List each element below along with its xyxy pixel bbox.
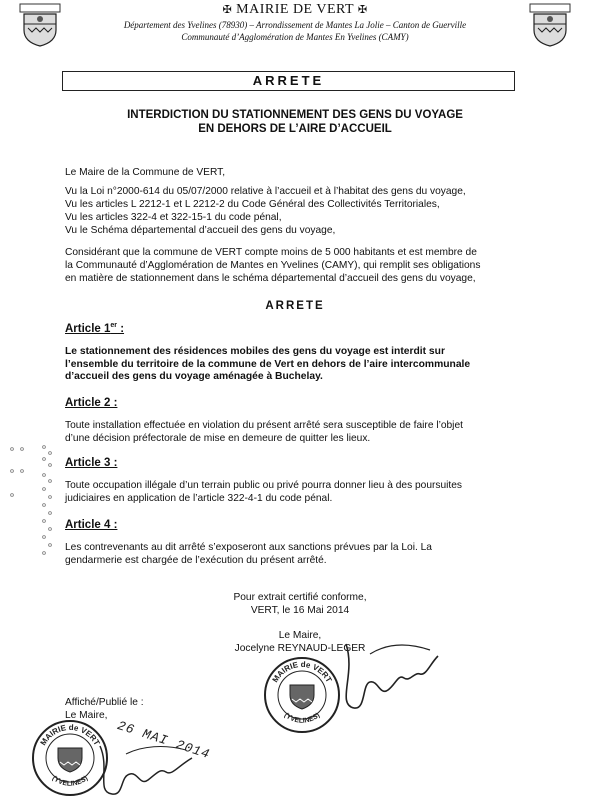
vu-line: Vu le Schéma départemental d’accueil des gens du voyage, bbox=[65, 225, 336, 236]
mayor-name: Jocelyne REYNAUD-LEGER bbox=[234, 643, 366, 654]
header-line-1: Département des Yvelines (78930) – Arrondissement de Mantes La Jolie – Canton de Guerville bbox=[123, 20, 467, 30]
article-2-body bbox=[65, 420, 525, 445]
date-place: VERT, le 16 Mai 2014 bbox=[250, 605, 350, 616]
handwritten-signature-left bbox=[90, 738, 200, 798]
header-line-2: Communauté d’Agglomération de Mantes En Yvelines (CAMY) bbox=[181, 32, 409, 42]
binder-holes-decoration bbox=[8, 445, 54, 565]
stamp-bottom-text: (YVELINES) bbox=[282, 711, 322, 725]
article-line: Les contrevenants au dit arrêté s’exposeront aux sanctions prévues par la Loi. La bbox=[65, 542, 432, 553]
article-line: Toute occupation illégale d’un terrain public ou privé pourra donner lieu à des poursuites bbox=[65, 480, 462, 491]
svg-text:(YVELINES) bbox=[283, 712, 322, 725]
vu-line: Vu la Loi n°2000-614 du 05/07/2000 relative à l’accueil et à l’habitat des gens du voyage, bbox=[65, 186, 466, 197]
article-1-sup: er bbox=[110, 322, 118, 329]
considerant-line: en matière de stationnement dans le schéma départemental d’accueil des gens du voyage, bbox=[65, 273, 476, 284]
article-line: judiciaires en application de l’article 322-4-1 du code pénal. bbox=[65, 492, 333, 504]
article-4-heading: Article 4 : bbox=[65, 519, 118, 531]
article-line: d’accueil des gens du voyage aménagée à Buchelay. bbox=[65, 371, 323, 383]
stamp-top-text: MAIRIE de VERT bbox=[270, 659, 334, 685]
document-title-line-2: EN DEHORS DE L’AIRE D’ACCUEIL bbox=[198, 123, 392, 135]
article-1-body bbox=[65, 346, 525, 384]
arrete-box: ARRETE bbox=[62, 71, 515, 91]
article-line: l’ensemble du territoire de la commune de Vert en dehors de l’aire intercommunale bbox=[65, 358, 471, 370]
article-line: d’une décision préfectorale de mise en demeure de quitter les lieux. bbox=[65, 432, 371, 444]
vu-line: Vu les articles L 2212-1 et L 2212-2 du Code Général des Collectivités Territoriales, bbox=[65, 199, 440, 210]
article-1-heading bbox=[65, 322, 124, 335]
article-1-label: Article 1 bbox=[65, 322, 111, 335]
le-maire-label: Le Maire, bbox=[278, 630, 322, 641]
vu-line: Vu les articles 322-4 et 322-15-1 du code pénal, bbox=[65, 212, 282, 223]
intro-text: Le Maire de la Commune de VERT, bbox=[65, 167, 226, 178]
date-stamp: 26 MAI 2014 bbox=[115, 718, 213, 763]
certified-text: Pour extrait certifié conforme, bbox=[233, 592, 367, 603]
article-4-body bbox=[65, 542, 525, 567]
considerant-line: Considérant que la commune de VERT compte moins de 5 000 habitants et est membre de bbox=[65, 247, 477, 258]
article-3-heading: Article 3 : bbox=[65, 457, 118, 469]
handwritten-signature-right bbox=[326, 634, 446, 714]
affiche-label: Affiché/Publié le : bbox=[65, 697, 144, 708]
article-line: Le stationnement des résidences mobiles des gens du voyage est interdit sur bbox=[65, 346, 445, 357]
considerant-line: la Communauté d’Agglomération de Mantes en Yvelines (CAMY), qui remplit ses obligations bbox=[65, 260, 481, 271]
article-line: Toute installation effectuée en violation du présent arrêté sera susceptible de faire l’objet bbox=[65, 420, 463, 431]
stamp-bottom-text: (YVELINES) bbox=[50, 774, 90, 788]
article-line: gendarmerie est chargée de l’exécution du présent arrêté. bbox=[65, 554, 327, 566]
article-2-heading: Article 2 : bbox=[65, 397, 118, 409]
stamp-top-text: MAIRIE de VERT bbox=[38, 722, 102, 748]
svg-text:(YVELINES) bbox=[51, 775, 90, 788]
arrete-heading: ARRETE bbox=[265, 300, 325, 312]
article-1-colon: : bbox=[117, 322, 125, 335]
article-3-body bbox=[65, 480, 525, 505]
affiche-maire-label: Le Maire, bbox=[65, 710, 108, 721]
mairie-title: MAIRIE DE VERT bbox=[236, 2, 354, 17]
document-title-line-1: INTERDICTION DU STATIONNEMENT DES GENS DU VOYAGE bbox=[127, 109, 463, 121]
header-mairie: ✠ MAIRIE DE VERT ✠ bbox=[222, 2, 368, 17]
svg-text:MAIRIE de VERT bbox=[271, 660, 334, 684]
